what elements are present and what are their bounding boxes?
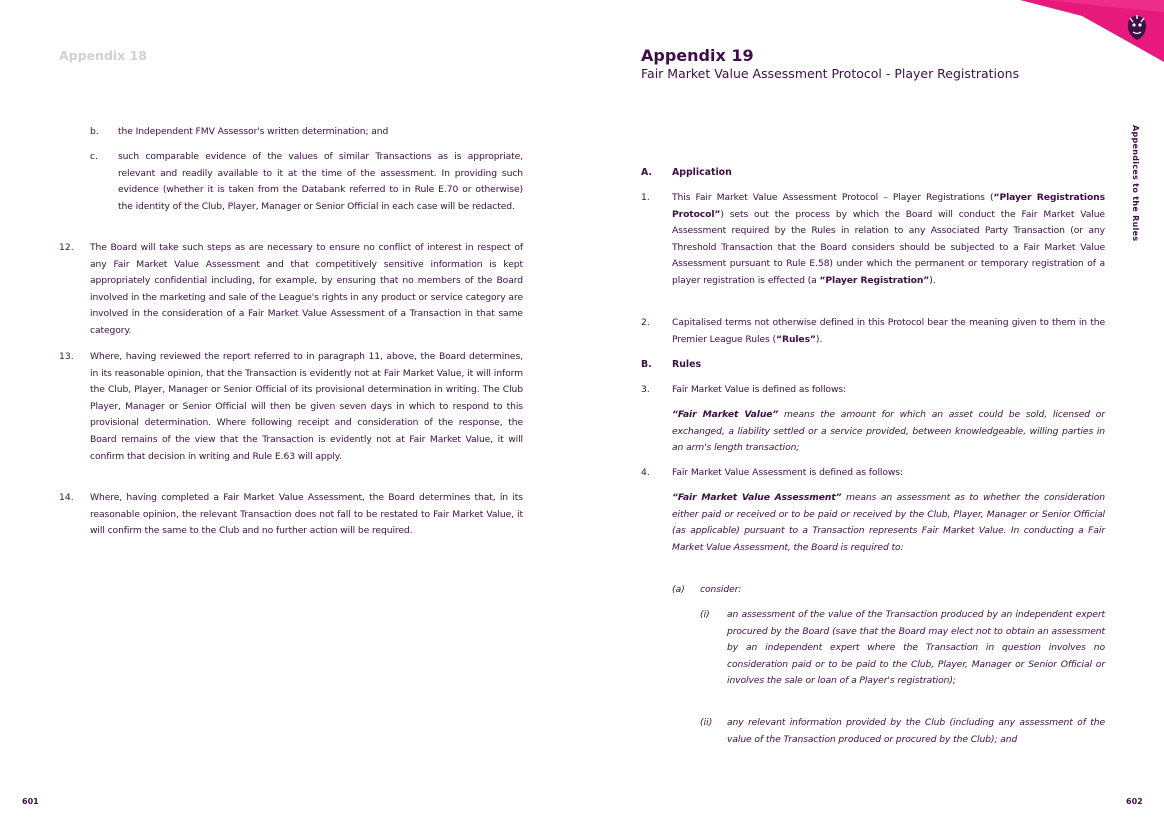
lion-logo-icon	[1124, 13, 1150, 43]
para-3-number: 3.	[641, 384, 650, 395]
left-page-number: 601	[22, 797, 39, 806]
item-13-number: 13.	[59, 351, 74, 362]
page-title: Appendix 19	[641, 46, 754, 65]
rules-term: “Rules”	[776, 333, 816, 345]
item-b-number: b.	[90, 126, 99, 137]
para-2-part-1: Capitalised terms not otherwise defined in this Protocol bear the meaning given to them in the Premier League Rules (	[672, 317, 1105, 345]
sub-i-text: an assessment of the value of the Transaction produced by an independent expert procured by the Board (save that the Board may elect not to obtain an assessment by an independent expert where the Transaction in question involves no consideration paid or to be paid to the Club, Player, Manager or Senior Official or involves the sale or loan of a Player's registration);	[727, 609, 1105, 687]
item-14-text: Where, having completed a Fair Market Value Assessment, the Board determines that, in its reasonable opinion, the relevant Transaction does not fall to be restated to Fair Market Value, it will confirm the same to the Club and no further action will be required.	[90, 492, 523, 537]
sub-ii-label: (ii)	[700, 717, 713, 728]
sub-i-label: (i)	[700, 609, 710, 620]
para-1-number: 1.	[641, 192, 650, 203]
para-4-number: 4.	[641, 467, 650, 478]
para-2-text	[672, 315, 1105, 348]
left-page-header: Appendix 18	[59, 48, 147, 63]
para-4-text: Fair Market Value Assessment is defined as follows:	[672, 467, 903, 478]
player-registrations-protocol-term: “Player Registrations Protocol”	[672, 192, 1105, 220]
para-1-part-2: ) sets out the process by which the Board will conduct the Fair Market Value Assessment required by the Rules in relation to any Associated Party Transaction (or any Threshold Transaction that the Board considers should be subjected to a Fair Market Value Assessment pursuant to Rule E.58) under which the permanent or temporary registration of a player registration is effected (a	[672, 208, 1105, 286]
fmva-term: “Fair Market Value Assessment”	[672, 492, 842, 503]
para-3-text: Fair Market Value is defined as follows:	[672, 384, 847, 395]
item-12-text: The Board will take such steps as are necessary to ensure no conflict of interest in respect of any Fair Market Value Assessment and that competitively sensitive information is kept appropriately confidential including, for example, by ensuring that no members of the Board involved in the marketing and sale of the League's rights in any product or service category are involved in the consideration of a Fair Market Value Assessment of a Transaction in that same category.	[90, 242, 523, 336]
section-b-title: Rules	[672, 359, 702, 370]
para-2-part-2: ).	[815, 333, 823, 345]
section-a-letter: A.	[641, 167, 652, 178]
item-c-text: such comparable evidence of the values of similar Transactions as is appropriate, relevant and readily available to it at the time of the assessment. In providing such evidence (whether it is taken from the Databank referred to in Rule E.70 or otherwise) the identity of the Club, Player, Manager or Senior Official in each case will be redacted.	[118, 151, 523, 212]
fmv-term: “Fair Market Value”	[672, 409, 779, 420]
para-1-text	[672, 190, 1105, 290]
item-12-number: 12.	[59, 242, 74, 253]
para-1-part-1: This Fair Market Value Assessment Protocol – Player Registrations (	[672, 192, 994, 203]
fmva-definition	[672, 490, 1105, 556]
item-14-number: 14.	[59, 492, 74, 503]
side-tab-appendices[interactable]: Appendices to the Rules	[1131, 125, 1140, 242]
section-b-letter: B.	[641, 359, 652, 370]
fmva-definition-text: means an assessment as to whether the consideration either paid or received or to be paid or received by the Club, Player, Manager or Senior Official (as applicable) pursuant to a Transaction represents Fair Market Value. In conducting a Fair Market Value Assessment, the Board is required to:	[672, 492, 1105, 553]
page-subtitle: Fair Market Value Assessment Protocol - Player Registrations	[641, 66, 1020, 81]
right-page-number: 602	[1126, 797, 1143, 806]
para-2-number: 2.	[641, 317, 650, 328]
sub-ii-text: any relevant information provided by the Club (including any assessment of the value of the Transaction produced or procured by the Club); and	[727, 717, 1105, 745]
item-c-number: c.	[90, 151, 98, 162]
item-13-text: Where, having reviewed the report referred to in paragraph 11, above, the Board determines, in its reasonable opinion, that the Transaction is evidently not at Fair Market Value, it will inform the Club, Player, Manager or Senior Official of its provisional determination in writing. The Club Player, Manager or Senior Official will then be given seven days in which to respond to this provisional determination. Where following receipt and consideration of the response, the Board remains of the view that the Transaction is evidently not at Fair Market Value, it will confirm that decision in writing and Rule E.63 will apply.	[90, 351, 523, 462]
sub-a-text: consider:	[700, 584, 742, 595]
fmv-definition-text: means the amount for which an asset could be sold, licensed or exchanged, a liability settled or a service provided, between knowledgeable, willing parties in an arm's length transaction;	[672, 409, 1105, 454]
player-registration-term: “Player Registration”	[819, 274, 930, 286]
item-b-text: the Independent FMV Assessor's written determination; and	[118, 126, 389, 137]
para-1-part-3: ).	[929, 274, 936, 286]
sub-a-label: (a)	[672, 584, 685, 595]
section-a-title: Application	[672, 167, 732, 178]
fmv-definition	[672, 407, 1105, 457]
